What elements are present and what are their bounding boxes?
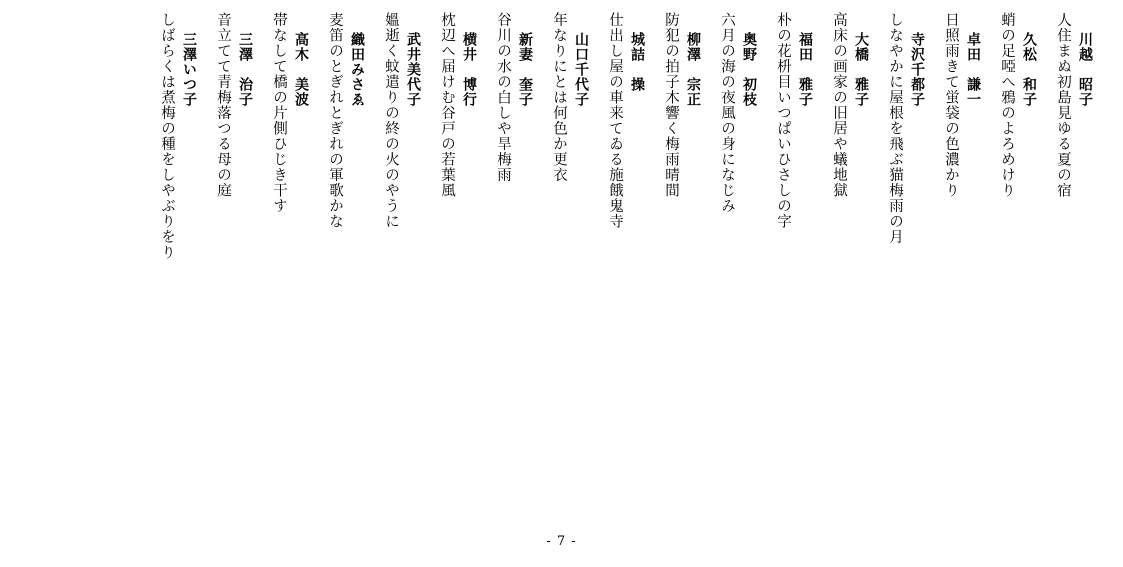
- haiku-entry: [327, 12, 365, 229]
- haiku-text: 年なりにとは何色か更衣: [551, 12, 567, 183]
- author-name: 武井美代子: [405, 32, 421, 107]
- haiku-text: 高床の画家の旧居や蟻地獄: [831, 12, 847, 198]
- haiku-entry: [1055, 12, 1093, 198]
- haiku-entry: [887, 12, 925, 245]
- haiku-entry: [831, 12, 869, 198]
- haiku-entry: [271, 12, 309, 214]
- author-name: 大橋 雅子: [853, 32, 869, 107]
- author-name: 織田みさゑ: [349, 32, 365, 107]
- haiku-entry: [663, 12, 701, 198]
- author-name: 久松 和子: [1021, 32, 1037, 107]
- author-name: 三澤いつ子: [181, 32, 197, 107]
- haiku-text: 谷川の水の白しや旱梅雨: [495, 12, 511, 183]
- haiku-text: 日照雨きて蛍袋の色濃かり: [943, 12, 959, 198]
- haiku-entry: [215, 12, 253, 198]
- haiku-text: 蛸の足啞へ鴉のよろめけり: [999, 12, 1015, 198]
- author-name: 卓田 謙一: [965, 32, 981, 107]
- author-name: 三澤 治子: [237, 32, 253, 107]
- haiku-entry: [383, 12, 421, 229]
- haiku-text: 音立てて青梅落つる母の庭: [215, 12, 231, 198]
- haiku-entry: [159, 12, 197, 260]
- haiku-text: 麦笛のとぎれとぎれの軍歌かな: [327, 12, 343, 229]
- haiku-text: 人住まぬ初島見ゆる夏の宿: [1055, 12, 1071, 198]
- haiku-text: 枕辺へ届けむ谷戸の若葉風: [439, 12, 455, 198]
- author-name: 山口千代子: [573, 32, 589, 107]
- haiku-entry: [999, 12, 1037, 198]
- haiku-entry: [495, 12, 533, 183]
- author-name: 寺沢千都子: [909, 32, 925, 107]
- author-name: 横井 博行: [461, 32, 477, 107]
- author-name: 高木 美波: [293, 32, 309, 107]
- author-name: 奥野 初枝: [741, 32, 757, 107]
- haiku-list: [159, 12, 1093, 260]
- haiku-entry: [719, 12, 757, 214]
- haiku-text: 六月の海の夜風の身になじみ: [719, 12, 735, 214]
- author-name: 福田 雅子: [797, 32, 813, 107]
- author-name: 城詰 操: [629, 32, 645, 92]
- author-name: 柳澤 宗正: [685, 32, 701, 107]
- haiku-entry: [551, 12, 589, 183]
- haiku-text: 帯なして橋の片側ひじき干す: [271, 12, 287, 214]
- haiku-entry: [775, 12, 813, 229]
- haiku-entry: [439, 12, 477, 198]
- haiku-text: しばらくは煮梅の種をしやぶりをり: [159, 12, 175, 260]
- haiku-text: 朴の花枡目いつぱいひさしの字: [775, 12, 791, 229]
- haiku-text: 仕出し屋の車来てゐる施餓鬼寺: [607, 12, 623, 229]
- haiku-entry: [943, 12, 981, 198]
- author-name: 川越 昭子: [1077, 32, 1093, 107]
- haiku-text: しなやかに屋根を飛ぶ猫梅雨の月: [887, 12, 903, 245]
- author-name: 新妻 奎子: [517, 32, 533, 107]
- haiku-text: 媼逝く蚊遣りの終の火のやうに: [383, 12, 399, 229]
- haiku-entry: [607, 12, 645, 229]
- page-number: - 7 -: [546, 534, 577, 549]
- haiku-text: 防犯の拍子木響く梅雨晴間: [663, 12, 679, 198]
